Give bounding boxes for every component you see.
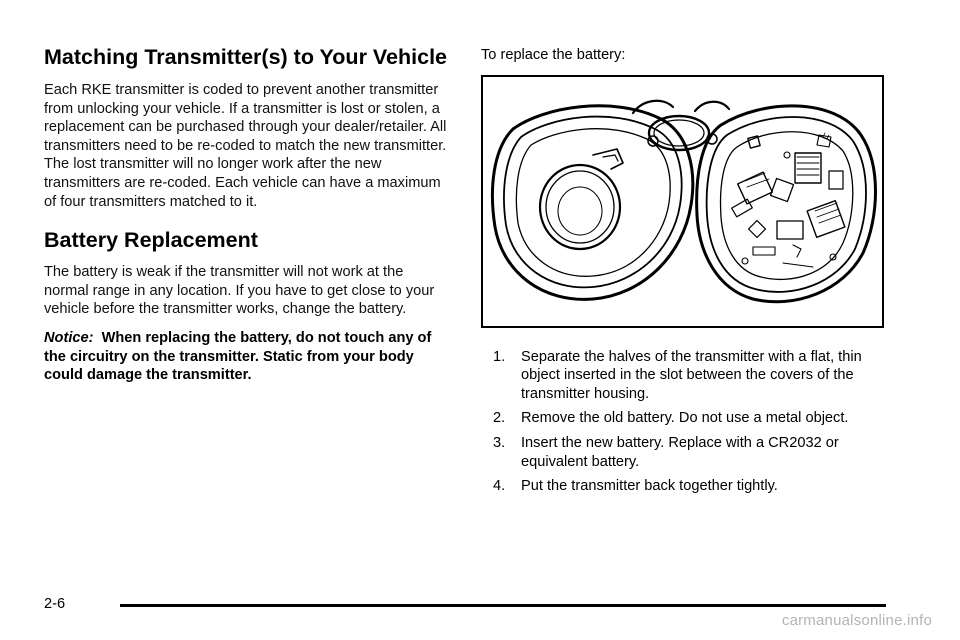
notice-block <box>44 329 449 385</box>
list-item <box>481 434 891 471</box>
paragraph-battery-weak: The battery is weak if the transmitter will not work at the normal range in any location. If you have to get close to your vehicle before the transmitter works, change the battery. <box>44 264 435 318</box>
heading-battery-replacement: Battery Replacement <box>44 228 258 253</box>
footer-divider <box>120 604 886 607</box>
heading-matching-transmitters: Matching Transmitter(s) to Your Vehicle <box>44 45 448 69</box>
notice-label: Notice: <box>44 329 94 346</box>
step-text: Remove the old battery. Do not use a metal object. <box>521 410 849 427</box>
right-column <box>481 46 891 502</box>
paragraph-matching: Each RKE transmitter is coded to prevent another transmitter from unlocking your vehicle. If a transmitter is lost or stolen, a replacement can be purchased through your dealer/retailer. All transmitters need to be re-coded to match the new transmitter. The lost transmitter will no longer work after the new transmitters are re-coded. Each vehicle can have a maximum of four transmitters matched to it. <box>44 82 447 210</box>
step-number: 1. <box>493 348 506 365</box>
step-text: Separate the halves of the transmitter with a flat, thin object inserted in the slot between the covers of the transmitter housing. <box>521 348 862 402</box>
step-number: 3. <box>493 434 506 451</box>
list-item <box>481 477 891 496</box>
transmitter-illustration <box>481 75 884 328</box>
page-number: 2-6 <box>44 596 66 612</box>
step-number: 4. <box>493 478 506 495</box>
replace-intro: To replace the battery: <box>481 47 626 63</box>
list-item <box>481 348 891 404</box>
watermark: carmanualsonline.info <box>781 612 932 629</box>
transmitter-open-halves-icon <box>483 77 882 326</box>
step-number: 2. <box>493 410 506 427</box>
step-text: Put the transmitter back together tightly. <box>521 478 778 495</box>
left-column <box>44 44 449 385</box>
notice-text: When replacing the battery, do not touch any of the circuitry on the transmitter. Static from your body could damage the transmitter. <box>44 329 432 384</box>
replacement-steps <box>481 348 891 496</box>
step-text: Insert the new battery. Replace with a CR2032 or equivalent battery. <box>521 434 839 470</box>
list-item <box>481 409 891 428</box>
